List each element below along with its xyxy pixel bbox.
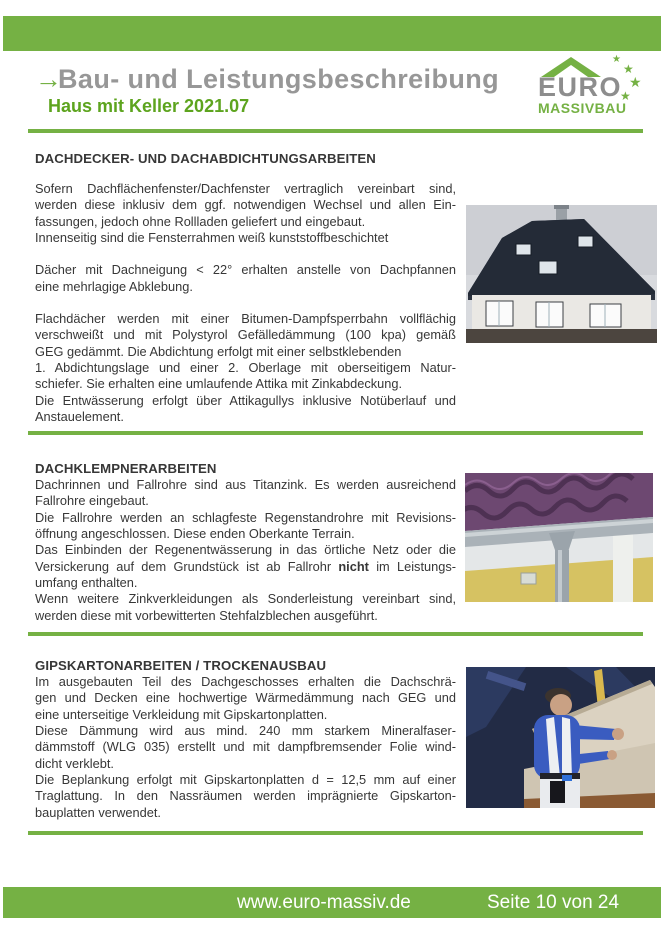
text-line: 1. Abdichtungslage und einer 2. Oberlage mit oberseitigem Natur- xyxy=(35,360,456,376)
text-line: dämmstoff (WLG 035) erstellt und mit dampfbremsender Folie wind- xyxy=(35,739,456,755)
text-line: fassungen, jedoch ohne Rollladen geliefert und eingebaut. xyxy=(35,213,366,229)
section-text-dachklempner xyxy=(35,477,456,624)
text-line: werden diese inklusiv dem ggf. notwendigen Wechsel und allen Ein- xyxy=(35,197,456,213)
logo-word-euro: EURO xyxy=(538,72,623,102)
text-line: Versickerung auf dem Grundstück ist ab Fallrohr nicht im Leistungs- xyxy=(35,558,457,574)
text-line: Fallrohre eingebaut. xyxy=(35,493,149,509)
arrow-icon: → xyxy=(35,64,62,94)
text-line: Flachdächer werden mit einer Bitumen-Dampfsperrbahn vollflächig xyxy=(35,311,456,327)
top-green-bar xyxy=(3,16,661,51)
footer-website: www.euro-massiv.de xyxy=(237,892,411,913)
roof-gutter-downpipe-photo xyxy=(465,473,653,602)
text-line: öffnung angeschlossen. Diese enden Oberkante Terrain. xyxy=(35,526,355,542)
section-divider xyxy=(28,632,643,636)
text-line: Die Entwässerung erfolgt über Attikagullys inklusive Notüberlauf und xyxy=(35,392,456,408)
text-line: Diese Dämmung wird aus mind. 240 mm starkem Mineralfaser- xyxy=(35,723,456,739)
footer-page-number: Seite 10 von 24 xyxy=(487,892,620,913)
text-line: verschweißt und mit Polystyrol Gefälledämmung (100 kpa) gemäß xyxy=(35,327,456,343)
page-subtitle: Haus mit Keller 2021.07 xyxy=(48,96,250,116)
text-line: Anstauelement. xyxy=(35,409,124,425)
section-text-dachdecker xyxy=(35,181,456,425)
text-line: Dächer mit Dachneigung < 22° erhalten anstelle von Dachpfannen xyxy=(35,262,456,278)
text-line: schiefer. Sie erhalten eine umlaufende Attika mit Zinkabdeckung. xyxy=(35,376,403,392)
header-divider xyxy=(28,129,643,133)
paragraph xyxy=(35,262,456,295)
star-icon: ★ xyxy=(623,62,634,76)
text-line: Sofern Dachflächenfenster/Dachfenster vertraglich vereinbart sind, xyxy=(35,181,456,196)
paragraph xyxy=(35,181,456,246)
section-divider xyxy=(28,831,643,835)
text-line: eine mehrlagige Abklebung. xyxy=(35,278,193,294)
star-icon: ★ xyxy=(629,75,642,91)
text-line: gen und Decken eine hochwertige Wärmedämmung nach GEG und xyxy=(35,690,456,706)
section-text-gipskarton xyxy=(35,674,456,821)
star-icon: ★ xyxy=(612,54,621,65)
paragraph xyxy=(35,674,456,821)
paragraph xyxy=(35,477,456,624)
text-line: Das Einbinden der Regenentwässerung in das örtliche Netz oder die xyxy=(35,542,456,558)
section-heading-dachklempner: DACHKLEMPNERARBEITEN xyxy=(35,461,217,476)
page-title: Bau- und Leistungsbeschreibung xyxy=(58,64,500,94)
house-dark-roof-photo xyxy=(466,205,657,343)
section-divider xyxy=(28,431,643,435)
section-heading-gipskarton: GIPSKARTONARBEITEN / TROCKENAUSBAU xyxy=(35,658,327,673)
text-line: Innenseitig sind die Fensterrahmen weiß kunststoffbeschichtet xyxy=(35,230,389,246)
drywall-installation-photo xyxy=(466,667,655,808)
text-line: Die Fallrohre werden an schlagfeste Regenstandrohre mit Revisions- xyxy=(35,509,456,525)
text-line: Dachrinnen und Fallrohre sind aus Titanzink. Es werden ausreichend xyxy=(35,477,456,492)
text-line: umfang enthalten. xyxy=(35,575,138,591)
paragraph xyxy=(35,311,456,425)
text-line: Im ausgebauten Teil des Dachgeschosses erhalten die Dachschrä- xyxy=(35,674,456,689)
logo-word-massivbau: MASSIVBAU xyxy=(538,100,627,116)
text-line: Traglattung. In den Nassräumen werden imprägnierte Gipskarton- xyxy=(35,788,456,804)
text-line: GEG gedämmt. Die Abdichtung erfolgt mit einer selbstklebenden xyxy=(35,343,402,359)
star-icon: ★ xyxy=(620,89,631,103)
text-line: bauplatten verwendet. xyxy=(35,804,161,820)
section-heading-dachdecker: DACHDECKER- UND DACHABDICHTUNGSARBEITEN xyxy=(35,151,376,166)
text-line: werden diese mit vorbewitterten Stehfalzblechen ausgeführt. xyxy=(35,607,378,623)
text-line: Die Beplankung erfolgt mit Gipskartonplatten d = 12,5 mm auf einer xyxy=(35,772,456,788)
text-line: eine unterseitige Verkleidung mit Gipskartonplatten. xyxy=(35,706,328,722)
text-line: Wenn weitere Zinkverkleidungen als Sonderleistung vereinbart sind, xyxy=(35,591,456,607)
text-line: dicht verklebt. xyxy=(35,755,114,771)
